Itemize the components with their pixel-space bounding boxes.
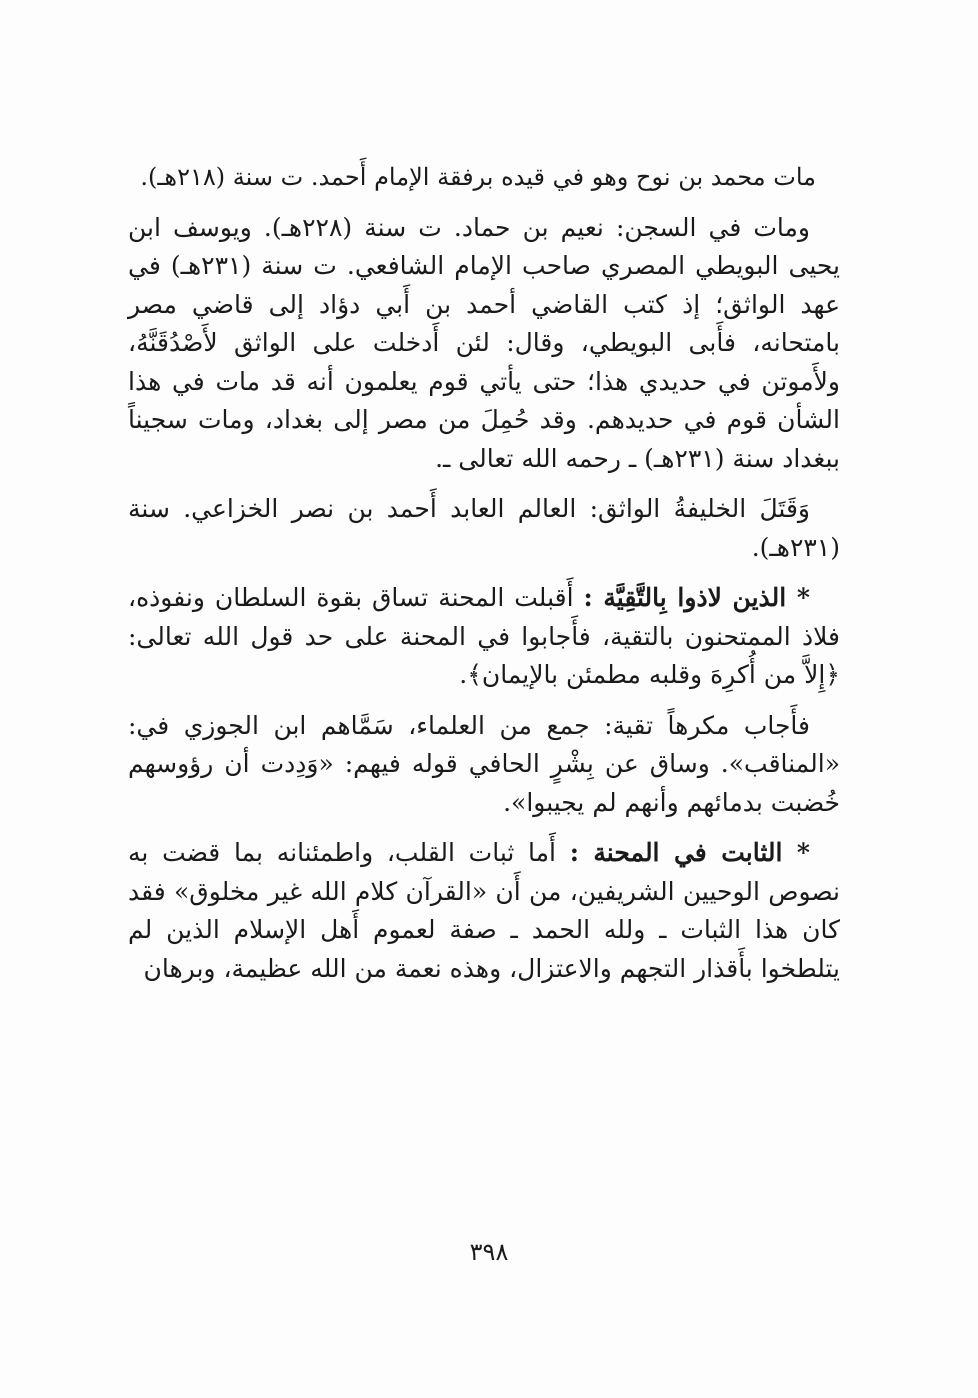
page-number: ٣٩٨	[469, 1238, 509, 1266]
paragraph-1	[128, 158, 840, 197]
paragraph-2-text: ومات في السجن: نعيم بن حماد. ت سنة (٢٢٨هـ). ويوسف ابن يحيى البويطي المصري صاحب الإمام الشافعي. ت سنة (٢٣١هـ) في عهد الواثق؛ إذ كتب القاضي أحمد بن أَبي دؤاد إلى قاضي مصر بامتحانه، فأَبى البويطي، وقال: لئن أَدخلت على الواثق لأَصْدُقَنَّهُ، ولأَموتن في حديدي هذا؛ حتى يأتي قوم يعلمون أنه قد مات في هذا الشأن قوم في حديدهم. وقد حُمِلَ من مصر إلى بغداد، ومات سجيناً ببغداد سنة (٢٣١هـ) ـ رحمه الله تعالى ـ.	[128, 212, 840, 473]
paragraph-4	[128, 579, 840, 695]
paragraph-3	[128, 490, 840, 567]
paragraph-5	[128, 707, 840, 823]
section-heading-taqiyya: * الذين لاذوا بِالتَّقِيَّة :	[583, 583, 810, 612]
page-body	[128, 158, 840, 1000]
section-heading-steadfast: * الثابت في المحنة :	[569, 838, 810, 867]
paragraph-3-text: وَقَتَلَ الخليفةُ الواثق: العالم العابد أَحمد بن نصر الخزاعي. سنة (٢٣١هـ).	[128, 494, 840, 562]
paragraph-4-text: أَقبلت المحنة تساق بقوة السلطان ونفوذه، فلاذ الممتحنون بالتقية، فأَجابوا في المحنة على حد قول الله تعالى: ﴿إِلاَّ من أُكرِهَ وقلبه مطمئن بالإيمان﴾.	[128, 583, 840, 689]
paragraph-5-text: فأَجاب مكرهاً تقية: جمع من العلماء، سَمَّاهم ابن الجوزي في: «المناقب». وساق عن بِشْرٍ الحافي قوله فيهم: «وَدِدت أن رؤوسهم خُضبت بدمائهم وأنهم لم يجيبوا».	[128, 710, 840, 817]
paragraph-6	[128, 834, 840, 988]
paragraph-1-text: مات محمد بن نوح وهو في قيده برفقة الإمام أَحمد. ت سنة (٢١٨هـ).	[140, 163, 816, 191]
paragraph-2	[128, 209, 840, 479]
paragraph-6-text: أَما ثبات القلب، واطمئنانه بما قضت به نصوص الوحيين الشريفين، من أَن «القرآن كلام الله غير مخلوق» فقد كان هذا الثبات ـ ولله الحمد ـ صفة لعموم أَهل الإسلام الذين لم يتلطخوا بأَقذار التجهم والاعتزال، وهذه نعمة من الله عظيمة، وبرهان	[128, 838, 840, 983]
